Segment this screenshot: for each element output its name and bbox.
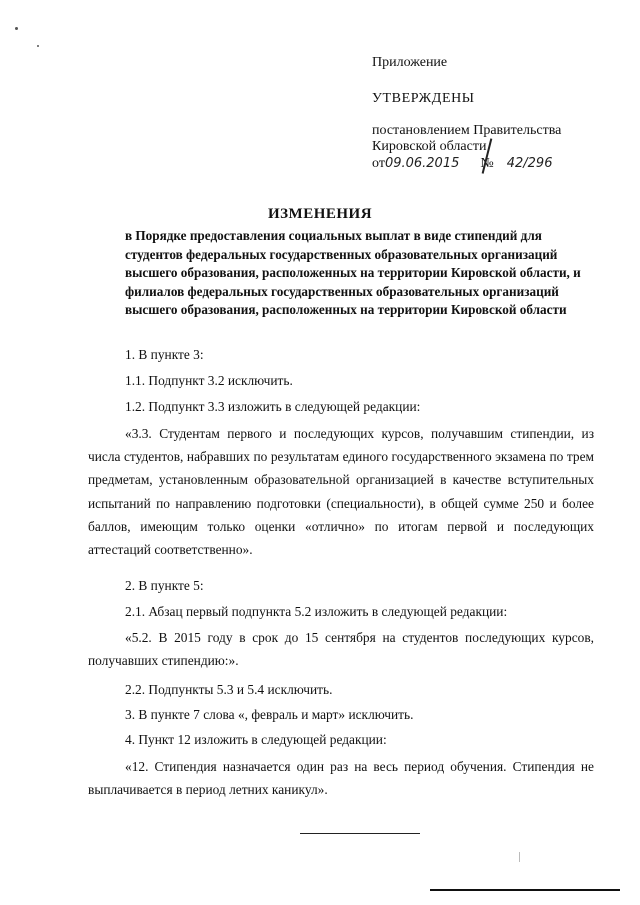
- scan-speck: [37, 45, 39, 47]
- paragraph-2-1: 2.1. Абзац первый подпункта 5.2 изложить в следующей редакции:: [125, 604, 508, 619]
- paragraph-1-2: 1.2. Подпункт 3.3 изложить в следующей редакции:: [125, 399, 421, 414]
- resolution-reference: [372, 123, 561, 155]
- document-subtitle: в Порядке предоставления социальных выплат в виде стипендий для студентов федеральных государственных образовательных организаций высшего образования, расположенных на территории Кировской области, и филиалов федеральных государственных образовательных организаций высшего образования, расположенных на территории Кировской области: [125, 228, 581, 318]
- handwritten-date: 09.06.2015: [384, 156, 460, 171]
- closing-separator: [300, 833, 420, 834]
- document-title: ИЗМЕНЕНИЯ: [267, 206, 373, 222]
- number-prefix: №: [480, 156, 494, 171]
- paragraph-2-1-quote: «5.2. В 2015 году в срок до 15 сентября на студентов последующих курсов, получавших стипендию:».: [88, 630, 594, 669]
- paragraph-2: 2. В пункте 5:: [125, 578, 204, 593]
- approved-label: УТВЕРЖДЕНЫ: [372, 91, 475, 106]
- scan-mark: [519, 852, 520, 862]
- date-prefix: от: [372, 156, 385, 171]
- appendix-label: Приложение: [372, 55, 448, 70]
- paragraph-1-2-quote: «3.3. Студентам первого и последующих курсов, получавшим стипендии, из числа студентов, набравших по результатам единого государственного экзамена по трем предметам, установленным образовательной организацией в качестве вступительных испытаний по направлению подготовки (специальности), в общей сумме 250 и более баллов, имеющим только оценки «отлично» по итогам первой и последующих аттестаций соответственно».: [88, 426, 594, 558]
- paragraph-4: 4. Пункт 12 изложить в следующей редакции:: [125, 732, 387, 747]
- paragraph-2-2: 2.2. Подпункты 5.3 и 5.4 исключить.: [125, 682, 333, 697]
- handwritten-number: 42/296: [506, 156, 553, 171]
- scan-speck: [15, 27, 18, 30]
- paragraph-1-1: 1.1. Подпункт 3.2 исключить.: [125, 373, 293, 388]
- resolution-date-number: [372, 156, 552, 172]
- paragraph-4-quote: «12. Стипендия назначается один раз на весь период обучения. Стипендия не выплачивается в период летних каникул».: [88, 759, 594, 798]
- footer-line: [430, 889, 620, 891]
- resolution-line-1: постановлением Правительства: [372, 123, 562, 138]
- paragraph-3: 3. В пункте 7 слова «, февраль и март» исключить.: [125, 707, 414, 722]
- resolution-line-2: Кировской области: [372, 139, 487, 154]
- paragraph-1: 1. В пункте 3:: [125, 347, 204, 362]
